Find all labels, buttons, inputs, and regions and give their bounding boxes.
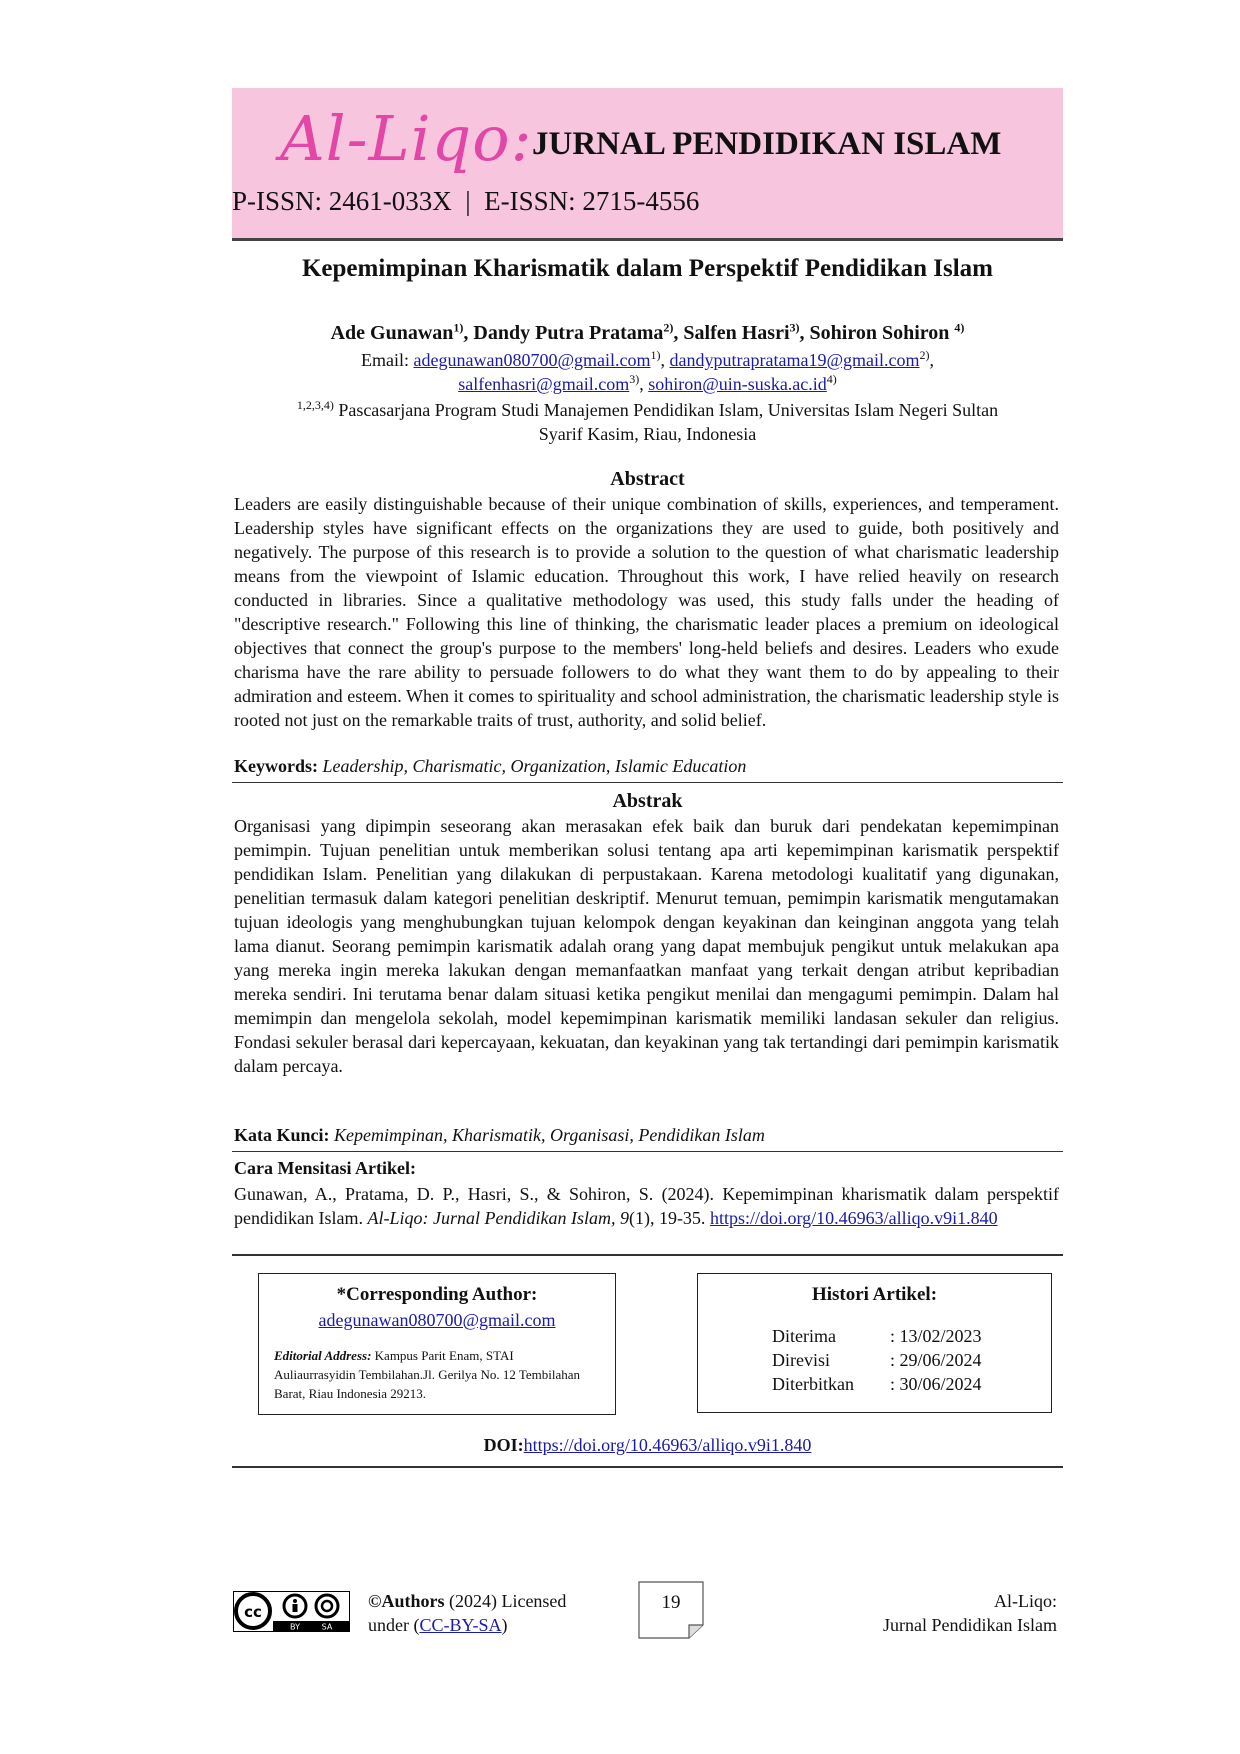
article-history-box [697, 1273, 1052, 1413]
email-sup: 4) [826, 372, 837, 386]
email-label: Email: [360, 350, 414, 370]
author-name: Salfen Hasri [683, 322, 790, 344]
article-title: Kepemimpinan Kharismatik dalam Perspektif Pendidikan Islam [301, 255, 994, 282]
author-emails: Email: adegunawan080700@gmail.com$^{1)}$, dandyputrapratama19@gmail.com$^{2)}$, salfenhasri@gmail.com$^{3)}$, $sohiron@uin-suska.ac.id^{4)}$ [360, 348, 934, 394]
cc-by-sa-icon[interactable] [233, 1591, 350, 1632]
citation-plain: Gunawan, A., Pratama, D. P., Hasri, S., & Sohiron, S. (2024). Kepemimpinan kharismatik dalam perspektif pendidikan Islam. [234, 1184, 1059, 1228]
author-sup: 3) [789, 320, 800, 335]
page-number: 19 [661, 1592, 681, 1613]
history-value: : 30/06/2024 [890, 1374, 982, 1394]
kata-kunci-line [234, 1125, 1059, 1146]
journal-logo: Al-Liqo: [280, 102, 533, 175]
abstrak-text: Organisasi yang dipimpin seseorang akan merasakan efek baik dan buruk dari pendekatan kepemimpinan pemimpin. Tujuan penelitian untuk memberikan solusi tentang apa arti kepemimpinan karismatik perspektif pendidikan Islam. Penelitian yang dilakukan di perpustakaan. Karena metodologi kualitatif yang digunakan, penelitian termasuk dalam kategori penelitian deskriptif. Menurut temuan, pemimpin karismatik mengutamakan tujuan ideologis yang menghubungkan tujuan kelompok dengan keyakinan dan keinginan anggota yang telah lama dianut. Seorang pemimpin karismatik adalah orang yang dapat membujuk pengikut untuk melakukan apa yang mereka ingin mereka lakukan dengan memanfaatkan manfaat yang terkait dengan atribut kepribadian mereka sendiri. Ini terutama benar dalam situasi ketika pengikut menilai dan mengagumi pemimpin. Dalam hal memimpin dan mengelola sekolah, model kepemimpinan karismatik memiliki landasan sekuler dan religius. Fondasi sekuler berasal dari kepercayaan, kekuatan, dan keyakinan yang tak tertandingi dari pemimpin karismatik dalam percaya. [234, 816, 1059, 1076]
author-sup: 4) [954, 320, 965, 335]
journal-name: JURNAL PENDIDIKAN ISLAM [532, 126, 1002, 162]
email-link-2[interactable]: dandyputrapratama19@gmail.com [669, 350, 920, 370]
editorial-address [274, 1346, 594, 1403]
keywords-label: Keywords: [234, 756, 318, 776]
history-row [772, 1374, 982, 1395]
author-sup: 1) [453, 320, 464, 335]
section-divider [232, 1254, 1063, 1256]
author-name: Ade Gunawan [330, 322, 454, 344]
license-link[interactable]: CC-BY-SA [419, 1615, 502, 1635]
author-list: Ade Gunawan$^{1)}$, Dandy Putra Pratama$^{2)}$, Salfen Hasri$^{3)}$, Sohiron Sohiron $^{4)}$ [330, 320, 965, 344]
doi-link[interactable]: https://doi.org/10.46963/alliqo.v9i1.840 [523, 1435, 812, 1455]
license-close: ) [501, 1615, 508, 1635]
section-divider [232, 1151, 1063, 1152]
email-sup: 2) [919, 348, 930, 362]
editorial-text: Kampus Parit Enam, STAI Auliaurrasyidin Tembilahan.Jl. Gerilya No. 12 Tembilahan Barat, Riau Indonesia 29213. [274, 1348, 581, 1401]
author-sup: 2) [663, 320, 674, 335]
corresponding-heading: *Corresponding Author: [336, 1284, 538, 1305]
kata-kunci-value: Kepemimpinan, Kharismatik, Organisasi, Pendidikan Islam [334, 1125, 765, 1145]
license-text [368, 1589, 566, 1637]
kata-kunci-label: Kata Kunci: [234, 1125, 330, 1145]
doi-line [232, 1435, 1063, 1456]
abstract-heading: Abstract [610, 468, 685, 490]
corresponding-author-box [258, 1273, 616, 1415]
affiliation-line-2: Syarif Kasim, Riau, Indonesia [538, 424, 757, 444]
affiliation [232, 398, 1063, 446]
license-under: under ( [368, 1615, 420, 1635]
affiliation-sup: 1,2,3,4) [296, 398, 334, 412]
history-row [772, 1326, 982, 1347]
email-link-4[interactable]: sohiron@uin-suska.ac.id [648, 374, 827, 394]
author-name: Dandy Putra Pratama [473, 322, 664, 344]
abstrak-heading: Abstrak [612, 790, 683, 812]
journal-header [232, 88, 1063, 238]
author-name: Sohiron Sohiron [809, 322, 955, 344]
history-label: Diterbitkan [772, 1374, 854, 1394]
history-heading: Histori Artikel: [811, 1284, 938, 1305]
section-divider [232, 1466, 1063, 1468]
header-divider [232, 238, 1063, 241]
corresponding-email-link[interactable]: adegunawan080700@gmail.com [318, 1310, 556, 1330]
history-value: : 13/02/2023 [890, 1326, 982, 1346]
citation-doi-link[interactable]: https://doi.org/10.46963/alliqo.v9i1.840 [709, 1208, 998, 1228]
affiliation-line-1: Pascasarjana Program Studi Manajemen Pendidikan Islam, Universitas Islam Negeri Sultan [338, 400, 999, 420]
abstract-text: Leaders are easily distinguishable because of their unique combination of skills, experiences, and temperament. Leadership styles have significant effects on the organizations they are used to guide, both positively and negatively. The purpose of this research is to provide a solution to the question of what charismatic leadership means from the viewpoint of Islamic education. Throughout this work, I have relied heavily on research conducted in libraries. Since a qualitative methodology was used, this study falls under the heading of "descriptive research." Following this line of thinking, the charismatic leader places a premium on ideological objectives that connect the group's purpose to the members' long-held beliefs and desires. Leaders who exude charisma have the rare ability to persuade followers to do what they want them to do by appealing to their admiration and esteem. When it comes to spirituality and school administration, the charismatic leadership style is rooted not just on the remarkable traits of trust, authority, and solid belief. [234, 494, 1059, 730]
citation-text [234, 1182, 1059, 1230]
footer-journal-line-1: Al-Liqo: [994, 1591, 1057, 1611]
email-sup: 3) [629, 372, 640, 386]
keywords-line [234, 756, 1059, 777]
citation-heading: Cara Mensitasi Artikel: [234, 1158, 416, 1178]
svg-text:cc: cc [244, 1603, 262, 1621]
email-link-1[interactable]: adegunawan080700@gmail.com [413, 350, 651, 370]
footer-journal [883, 1589, 1057, 1637]
citation-journal: Al-Liqo: Jurnal Pendidikan Islam, 9 [367, 1208, 629, 1228]
history-value: : 29/06/2024 [890, 1350, 982, 1370]
license-year: (2024) Licensed [444, 1591, 567, 1611]
issn-line: P-ISSN: 2461-033X | E-ISSN: 2715-4556 [232, 186, 700, 216]
section-divider [232, 782, 1063, 783]
email-sup: 1) [650, 348, 661, 362]
doi-label: DOI: [483, 1435, 524, 1455]
editorial-label: Editorial Address: [274, 1348, 372, 1363]
footer-journal-line-2: Jurnal Pendidikan Islam [883, 1615, 1057, 1635]
keywords-value: Leadership, Charismatic, Organization, Islamic Education [322, 756, 747, 776]
email-link-3[interactable]: salfenhasri@gmail.com [458, 374, 630, 394]
license-authors: ©Authors [368, 1591, 445, 1611]
citation-issue: (1), 19-35. [628, 1208, 706, 1228]
cc-by-label: BY [290, 1622, 300, 1632]
cc-sa-label: SA [321, 1622, 333, 1632]
history-row [772, 1350, 982, 1371]
history-label: Diterima [772, 1326, 836, 1346]
history-label: Direvisi [772, 1350, 830, 1370]
